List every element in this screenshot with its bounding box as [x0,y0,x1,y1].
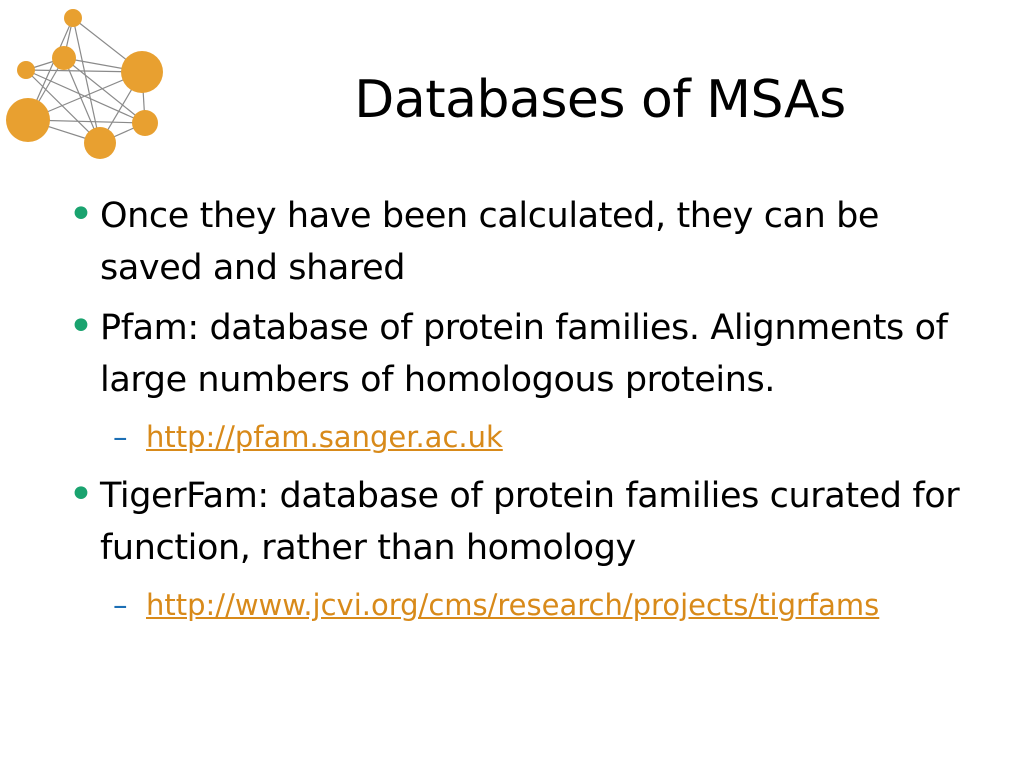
pfam-link[interactable]: http://pfam.sanger.ac.uk [146,420,503,454]
dash-icon: – [113,420,128,454]
bullet-list [60,190,980,638]
dash-icon: – [113,588,128,622]
bullet-dot-icon: • [68,189,94,240]
bullet-item [60,302,980,406]
bullet-item [60,470,980,574]
bullet-text: TigerFam: database of protein families curated for function, rather than homology [100,476,960,568]
sub-bullet-item [60,414,980,460]
network-nodes-icon [0,0,175,170]
bullet-text: Pfam: database of protein families. Alignments of large numbers of homologous proteins. [100,308,948,400]
tigrfams-link[interactable]: http://www.jcvi.org/cms/research/projects/tigrfams [146,588,880,622]
bullet-text: Once they have been calculated, they can be saved and shared [100,196,880,288]
bullet-dot-icon: • [68,469,94,520]
slide-title: Databases of MSAs [354,70,846,130]
bullet-item [60,190,980,294]
sub-bullet-item [60,582,980,628]
bullet-dot-icon: • [68,301,94,352]
